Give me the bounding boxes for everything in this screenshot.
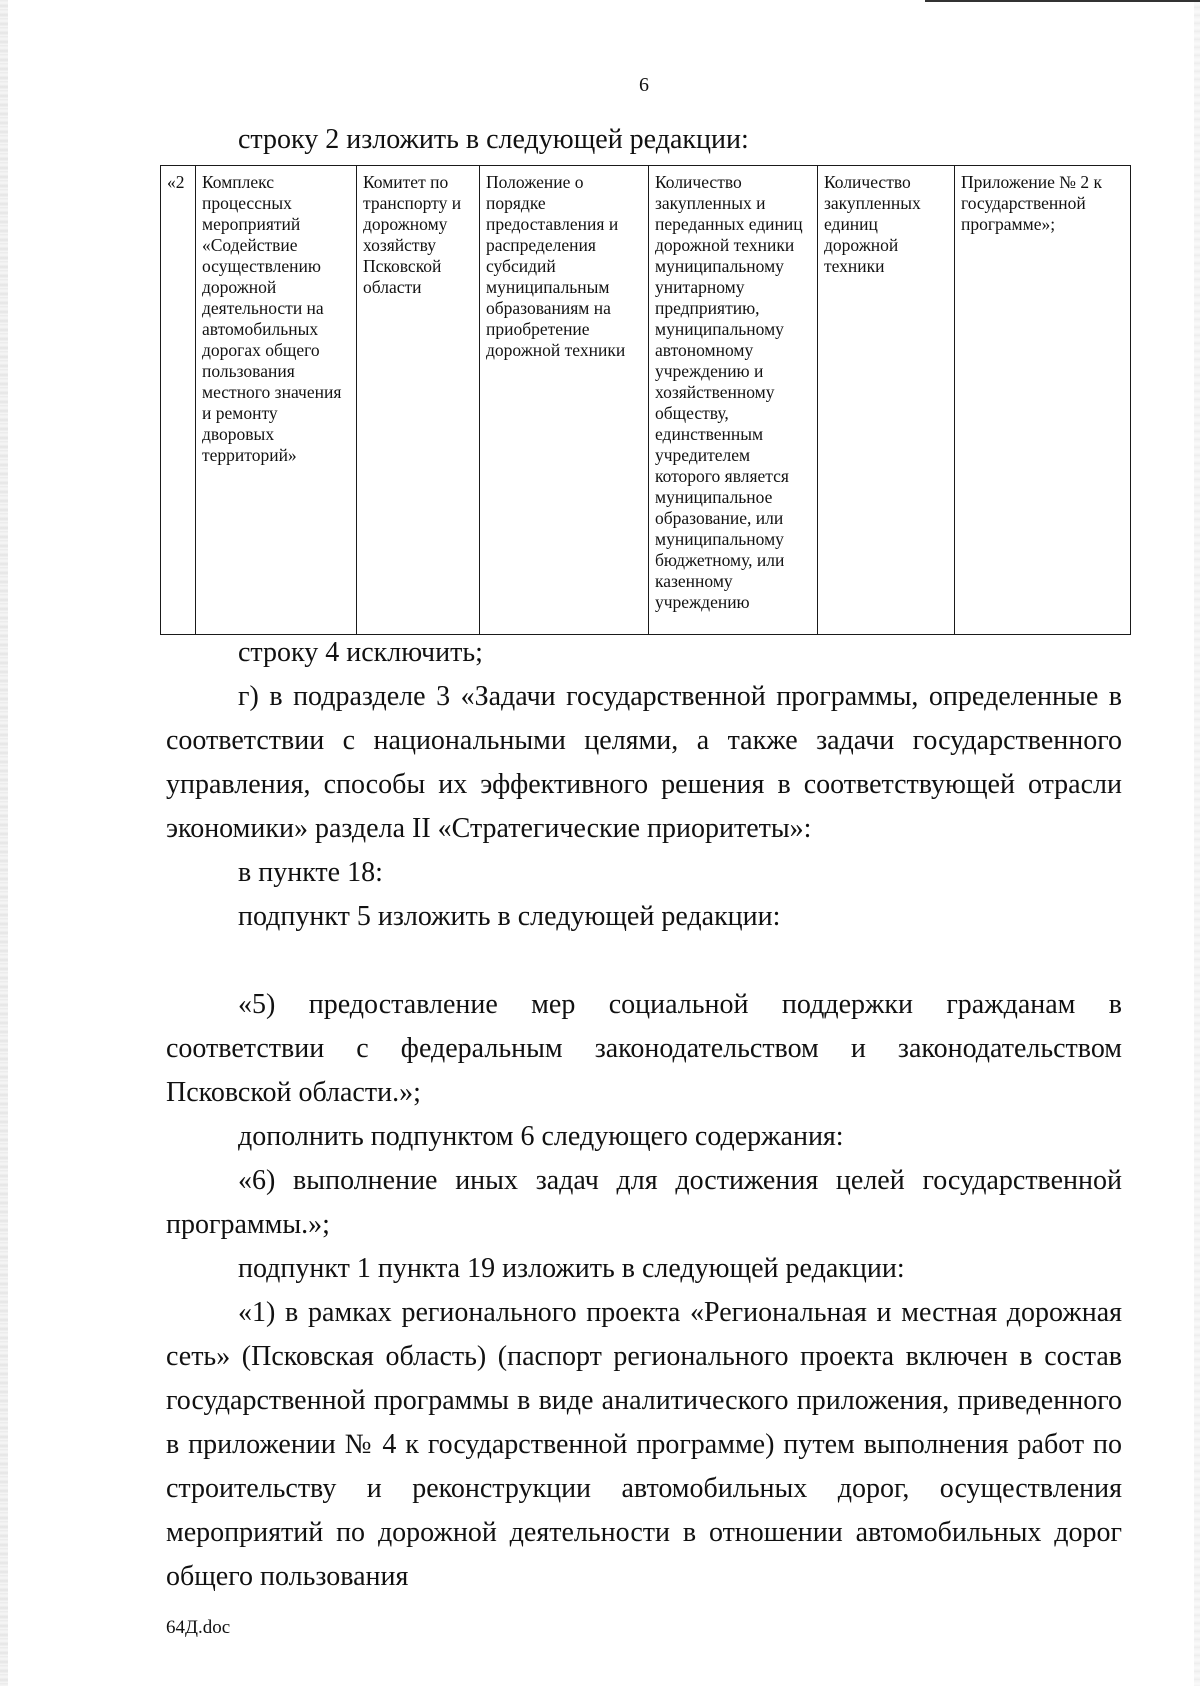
paragraph-3: в пункте 18: <box>238 857 383 888</box>
scan-top-line <box>925 0 1200 2</box>
cell-name: Комплекс процессных мероприятий «Содействие осуществлению дорожной деятельности на автомобильных дорогах общего пользования местного значения и ремонту дворовых территорий» <box>196 166 357 635</box>
paragraph-5: «5) предоставление мер социальной поддержки гражданам в соответствии с федеральным законодательством и законодательством Псковской области.»; <box>166 989 1122 1108</box>
paragraph-7: «6) выполнение иных задач для достижения целей государственной программы.»; <box>166 1165 1122 1240</box>
scan-edge-right <box>1194 0 1200 1686</box>
cell-responsible: Комитет по транспорту и дорожному хозяйству Псковской области <box>357 166 480 635</box>
paragraph-4: подпункт 5 изложить в следующей редакции: <box>238 901 781 932</box>
cell-row-number: «2 <box>161 166 196 635</box>
scan-edge-left <box>0 0 8 1686</box>
intro-line: строку 2 изложить в следующей редакции: <box>238 124 749 155</box>
paragraph-2: г) в подразделе 3 «Задачи государственной программы, определенные в соответствии с национальными целями, а также задачи государственного управления, способы их эффективного решения в соответствующей отрасли экономики» раздела II «Стратегические приоритеты»: <box>166 681 1122 844</box>
footer-filename: 64Д.doc <box>166 1617 231 1638</box>
table-row <box>161 166 1131 635</box>
page-number: 6 <box>639 74 649 96</box>
paragraph-1: строку 4 исключить; <box>238 637 483 668</box>
cell-regulation: Положение о порядке предоставления и распределения субсидий муниципальным образованиям на приобретение дорожной техники <box>480 166 649 635</box>
cell-result: Количество закупленных единиц дорожной техники <box>818 166 955 635</box>
paragraph-6: дополнить подпунктом 6 следующего содержания: <box>238 1121 844 1152</box>
amendment-table <box>160 165 1130 635</box>
paragraph-9: «1) в рамках регионального проекта «Региональная и местная дорожная сеть» (Псковская область) (паспорт регионального проекта включен в состав государственной программы в виде аналитического приложения, приведенного в приложении № 4 к государственной программе) путем выполнения работ по строительству и реконструкции автомобильных дорог, осуществления мероприятий по дорожной деятельности в отношении автомобильных дорог общего пользования <box>166 1297 1122 1592</box>
cell-indicator: Количество закупленных и переданных единиц дорожной техники муниципальному унитарному предприятию, муниципальному автономному учреждению и хозяйственному обществу, единственным учредителем которого является муниципальное образование, или муниципальному бюджетному, или казенному учреждению <box>649 166 818 635</box>
cell-reference: Приложение № 2 к государственной программе»; <box>955 166 1131 635</box>
paragraph-8: подпункт 1 пункта 19 изложить в следующей редакции: <box>238 1253 905 1284</box>
